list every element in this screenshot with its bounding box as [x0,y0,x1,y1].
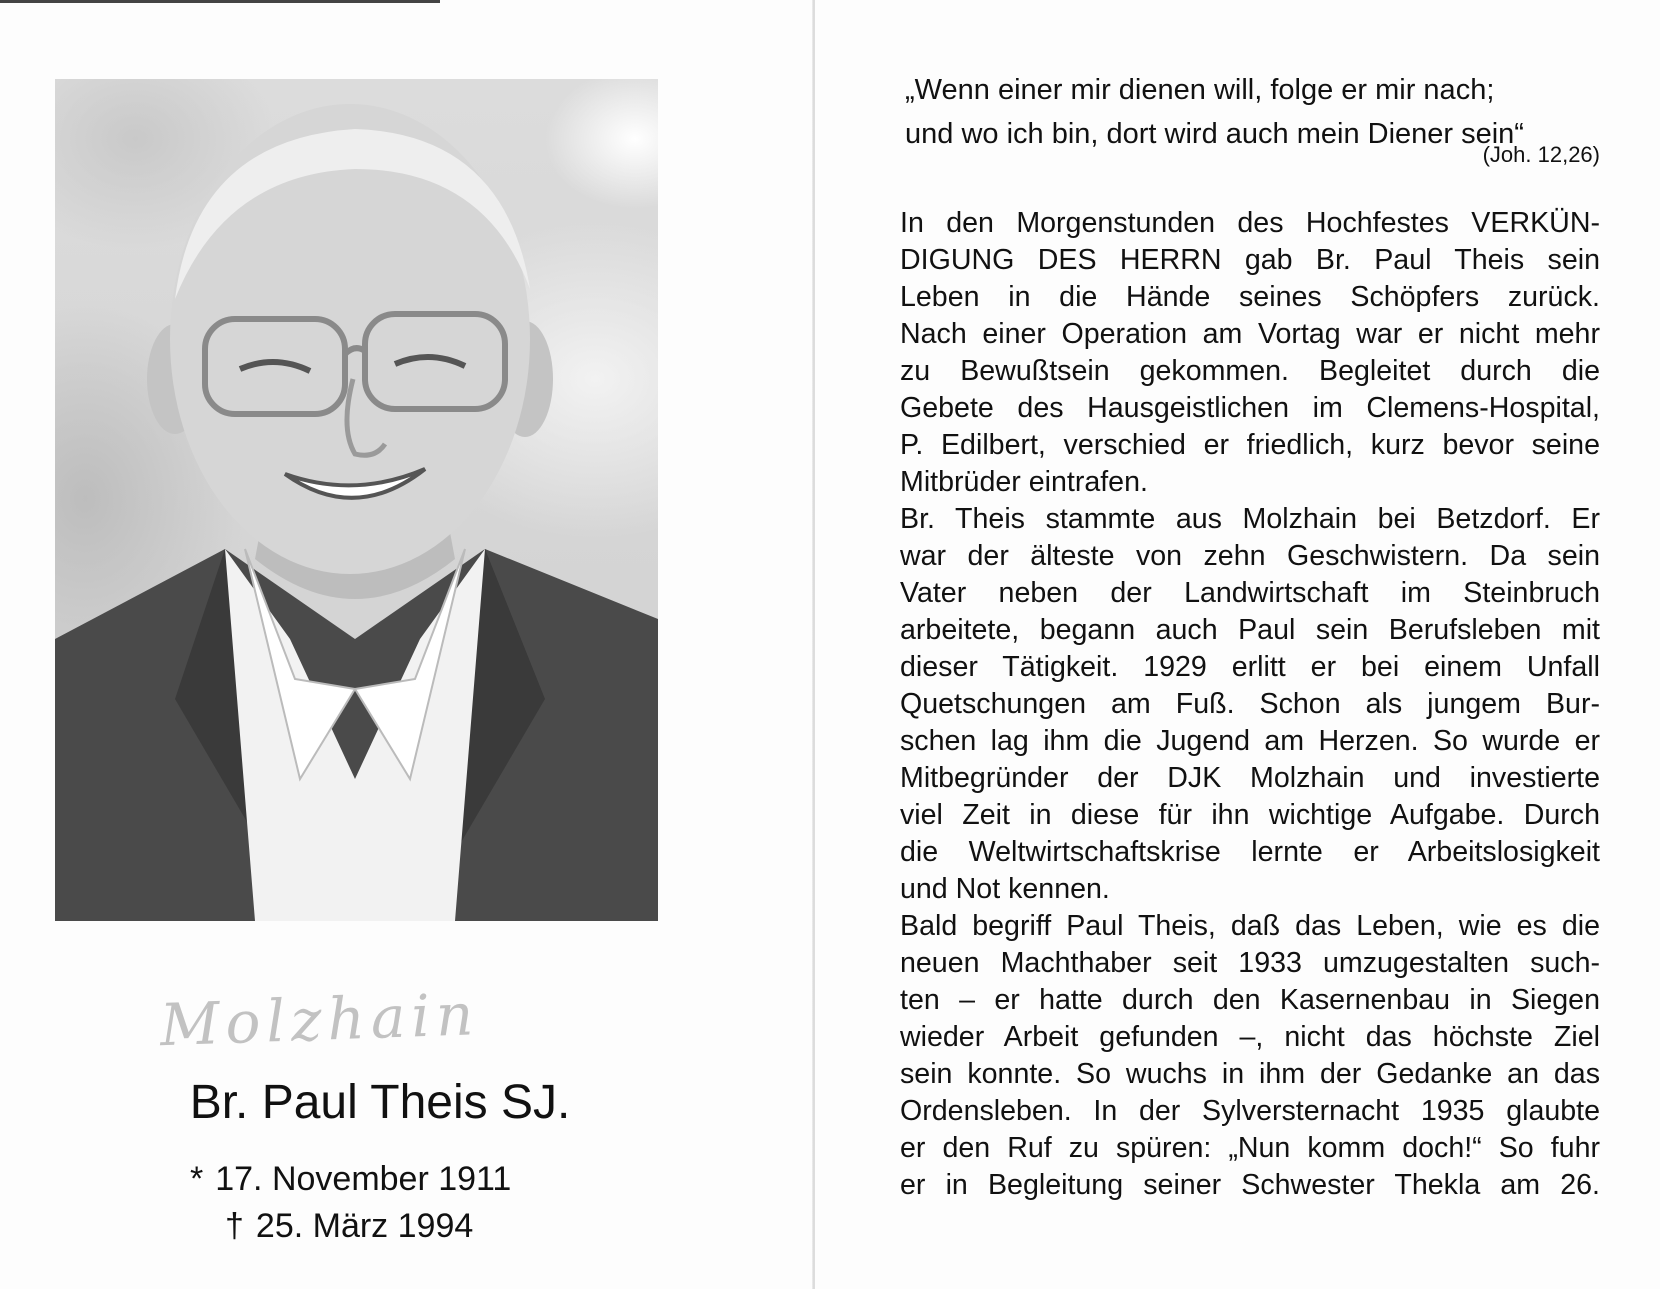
body-line: Gebete des Hausgeistlichen im Clemens-Hospital, [900,392,1600,424]
birth-date: 17. November 1911 [215,1160,512,1198]
body-line: P. Edilbert, verschied er friedlich, kurz bevor seine [900,429,1600,461]
body-line: arbeitete, begann auch Paul sein Berufsleben mit [900,614,1600,646]
biography-text [900,205,1600,1204]
birth-symbol: * [190,1160,204,1198]
deceased-name: Br. Paul Theis SJ. [189,1076,571,1129]
body-line: Quetschungen am Fuß. Schon als jungem Bur- [900,688,1600,720]
body-line: Nach einer Operation am Vortag war er nicht mehr [900,318,1600,350]
death-date-line [225,1207,585,1246]
body-line: schen lag ihm die Jugend am Herzen. So wurde er [900,725,1600,757]
body-line: Br. Theis stammte aus Molzhain bei Betzdorf. Er [900,503,1600,535]
body-line: Leben in die Hände seines Schöpfers zurück. [900,281,1600,313]
body-line: war der älteste von zehn Geschwistern. Da sein [900,540,1600,572]
body-line: Mitbegründer der DJK Molzhain und investierte [900,762,1600,794]
card-left-page [0,0,815,1289]
body-line: die Weltwirtschaftskrise lernte er Arbeitslosigkeit [900,836,1600,868]
body-line: ten – er hatte durch den Kasernenbau in Siegen [900,984,1600,1016]
body-line: Bald begriff Paul Theis, daß das Leben, wie es die [900,910,1600,942]
body-line: neuen Machthaber seit 1933 umzugestalten such- [900,947,1600,979]
body-line: er in Begleitung seiner Schwester Thekla am 26. [900,1169,1600,1201]
body-line: dieser Tätigkeit. 1929 erlitt er bei einem Unfall [900,651,1600,683]
body-line: sein konnte. So wuchs in ihm der Gedanke an das [900,1058,1600,1090]
body-line: und Not kennen. [900,873,1110,905]
death-date: 25. März 1994 [255,1207,474,1245]
body-line: wieder Arbeit gefunden –, nicht das höchste Ziel [900,1021,1600,1053]
body-line: Mitbrüder eintrafen. [900,466,1148,498]
portrait-illustration [55,79,658,921]
body-line: viel Zeit in diese für ihn wichtige Aufgabe. Durch [900,799,1600,831]
handwritten-place-note: Molzhain [158,980,481,1060]
birth-date-line [190,1160,550,1199]
body-line: zu Bewußtsein gekommen. Begleitet durch die [900,355,1600,387]
body-line: Vater neben der Landwirtschaft im Steinbruch [900,577,1600,609]
death-cross-symbol: † [225,1207,244,1245]
quote-line: und wo ich bin, dort wird auch mein Diener sein“ [905,118,1524,150]
body-line: er den Ruf zu spüren: „Nun komm doch!“ So fuhr [900,1132,1600,1164]
body-line: DIGUNG DES HERRN gab Br. Paul Theis sein [900,244,1600,276]
quote-citation: (Joh. 12,26) [1482,142,1600,167]
body-line: Ordensleben. In der Sylversternacht 1935 glaubte [900,1095,1600,1127]
card-top-edge [0,0,440,3]
portrait-photo [55,79,658,921]
body-line: In den Morgenstunden des Hochfestes VERKÜN- [900,207,1600,239]
quote-line: „Wenn einer mir dienen will, folge er mir nach; [905,74,1495,106]
